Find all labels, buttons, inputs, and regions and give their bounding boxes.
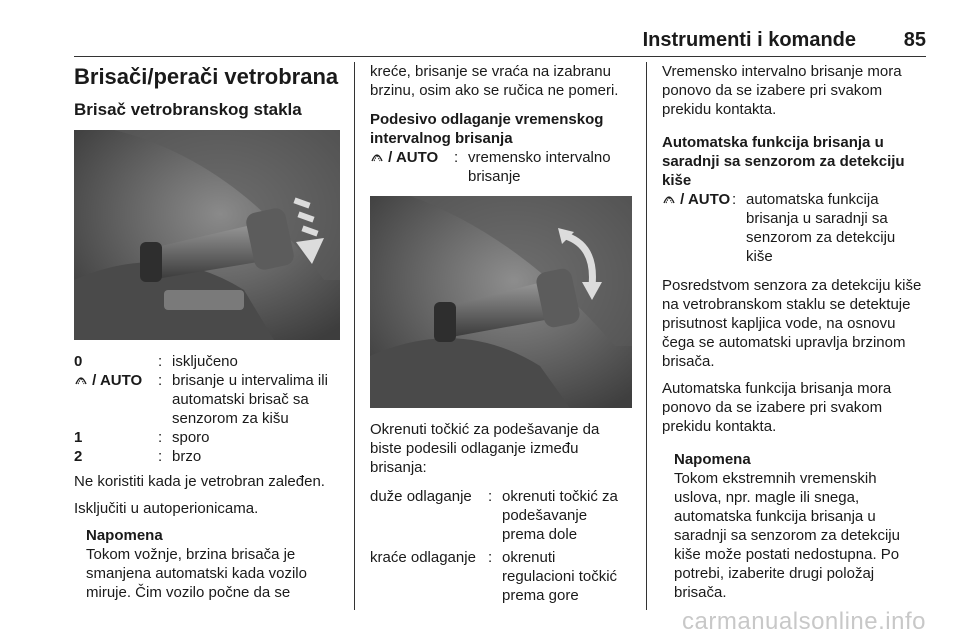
table-sep: : [488, 488, 493, 505]
wiper-interval-icon [74, 372, 88, 384]
lever-photo-icon [74, 130, 340, 340]
section-heading: Brisači/perači vetrobrana [74, 64, 339, 89]
column-right [662, 62, 926, 602]
table-key: duže odlaganje [370, 488, 472, 505]
delay-table [370, 487, 632, 605]
note-text: Tokom ekstremnih vremenskih uslova, npr. magle ili snega, automatska funkcija brisanja u saradnji sa senzorom za detekciju kiše može postati nedostupna. Po potrebi, izaberite drugi položaj brisača. [674, 470, 900, 601]
subsection-heading: Podesivo odlaganje vremenskog intervalnog brisanja [370, 111, 604, 147]
wiper-interval-icon [370, 149, 384, 161]
column-divider [354, 62, 355, 610]
table-value: vremensko intervalno brisanje [468, 149, 611, 185]
header-title: Instrumenti i komande [642, 29, 856, 51]
subsection-heading: Brisač vetrobranskog stakla [74, 100, 302, 119]
note-title: Napomena [86, 527, 163, 544]
page-number: 85 [903, 29, 926, 51]
auto-row [662, 190, 926, 266]
table-key: kraće odlaganje [370, 549, 476, 566]
note-box [674, 450, 926, 602]
watermark: carmanualsonline.info [682, 608, 926, 635]
paragraph: Isključiti u autoperionicama. [74, 500, 259, 517]
table-sep: : [158, 429, 163, 446]
table-key: / AUTO [370, 148, 454, 186]
table-key: / AUTO [74, 371, 158, 428]
column-divider [646, 62, 647, 610]
paragraph: Posredstvom senzora za detekciju kiše na vetrobranskom staklu se detektuje prisutnost kapljica vode, na osnovu čega se automatski upravlja brzinom brisača. [662, 277, 922, 370]
table-value: isključeno [172, 353, 238, 370]
table-value: okrenuti regulacioni točkić prema gore [502, 549, 618, 604]
paragraph: Okrenuti točkić za podešavanje da biste podesili odlaganje između brisanja: [370, 421, 600, 476]
column-middle [370, 62, 632, 611]
wiper-positions-table [74, 352, 346, 466]
column-left [74, 62, 346, 602]
subsection-heading: Automatska funkcija brisanja u saradnji sa senzorom za detekciju kiše [662, 134, 905, 189]
interval-row [370, 148, 632, 186]
table-value: brzo [172, 448, 202, 465]
table-key: 1 [74, 429, 83, 446]
paragraph: Ne koristiti kada je vetrobran zaleđen. [74, 473, 325, 490]
paragraph: Vremensko intervalno brisanje mora ponovo da se izabere pri svakom prekidu kontakta. [662, 63, 902, 118]
table-sep: : [488, 549, 493, 566]
table-value: brisanje u intervalima ili automatski brisač sa senzorom za kišu [172, 372, 328, 427]
page-header [74, 22, 926, 57]
table-key: 2 [74, 448, 83, 465]
table-key: 0 [74, 353, 83, 370]
table-sep: : [732, 191, 737, 208]
table-sep: : [158, 353, 163, 370]
note-text: Tokom vožnje, brzina brisača je smanjena automatski kada vozilo miruje. Čim vozilo počne da se [86, 546, 307, 601]
table-value: sporo [172, 429, 210, 446]
wiper-interval-icon [662, 191, 676, 203]
table-value: okrenuti točkić za podešavanje prema dole [502, 488, 618, 543]
table-key: / AUTO [662, 190, 732, 266]
paragraph: kreće, brisanje se vraća na izabranu brzinu, osim ako se ručica ne pomeri. [370, 63, 619, 99]
table-sep: : [158, 372, 163, 389]
table-value: automatska funkcija brisanja u saradnji sa senzorom za detekciju kiše [746, 191, 896, 265]
lever-photo-icon [370, 196, 632, 408]
table-sep: : [158, 448, 163, 465]
note-box [86, 526, 346, 602]
paragraph: Automatska funkcija brisanja mora ponovo da se izabere pri svakom prekidu kontakta. [662, 380, 892, 435]
table-sep: : [454, 149, 459, 166]
note-title: Napomena [674, 451, 751, 468]
